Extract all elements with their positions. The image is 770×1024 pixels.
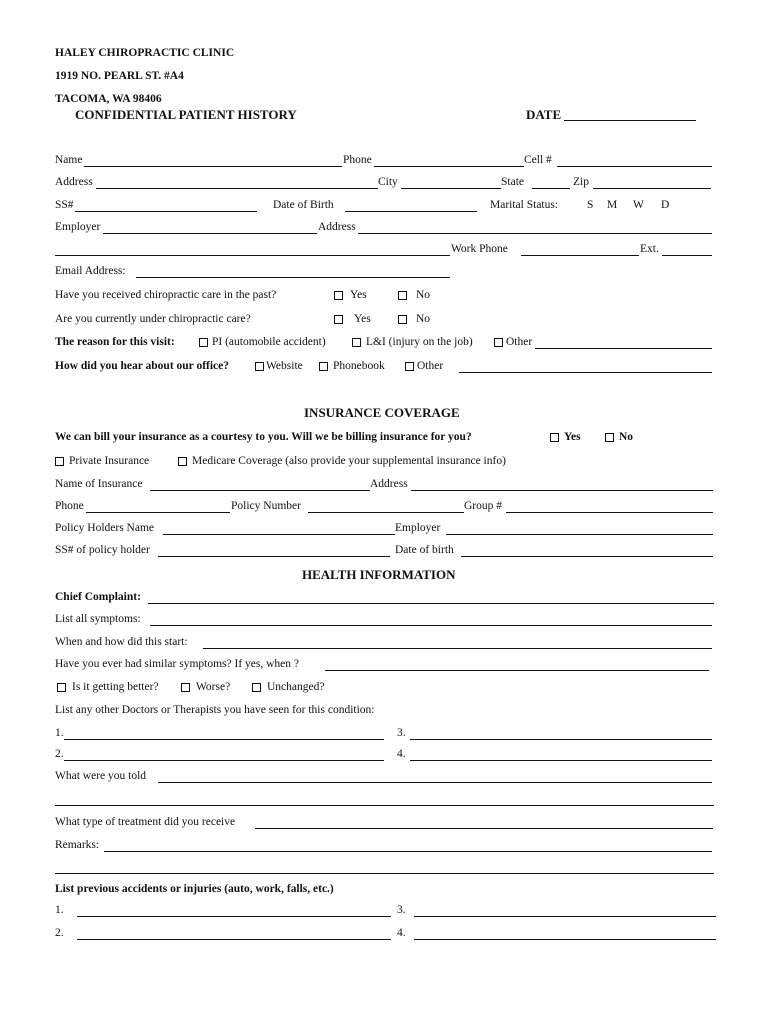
worse-label: Worse? [196, 681, 231, 693]
clinic-name: HALEY CHIROPRACTIC CLINIC [55, 47, 235, 59]
prior-care-yes-label: Yes [350, 289, 367, 301]
holder-dob-field[interactable] [461, 556, 713, 557]
zip-field[interactable] [593, 188, 711, 189]
clinic-street: 1919 NO. PEARL ST. #A4 [55, 70, 184, 82]
address-field[interactable] [96, 188, 378, 189]
accident-4-number: 4. [397, 927, 406, 939]
ext-field[interactable] [662, 255, 712, 256]
name-field[interactable] [84, 166, 342, 167]
accidents-label: List previous accidents or injuries (auto, work, falls, etc.) [55, 883, 334, 895]
holders-name-label: Policy Holders Name [55, 522, 155, 534]
form-title: CONFIDENTIAL PATIENT HISTORY [75, 107, 297, 122]
reason-pi-label: PI (automobile accident) [212, 336, 326, 348]
when-how-label: When and how did this start: [55, 636, 188, 648]
phone-field[interactable] [374, 166, 524, 167]
doctor-4-number: 4. [397, 748, 406, 760]
zip-label: Zip [573, 176, 589, 188]
similar-symptoms-field[interactable] [325, 670, 709, 671]
ssn-field[interactable] [75, 211, 257, 212]
address-label: Address [55, 176, 93, 188]
medicare-checkbox[interactable] [178, 457, 187, 466]
holder-ssn-field[interactable] [158, 556, 390, 557]
accident-3-number: 3. [397, 904, 406, 916]
prior-care-no-label: No [416, 289, 431, 301]
when-how-field[interactable] [203, 648, 712, 649]
heard-other-checkbox[interactable] [405, 362, 414, 371]
insurance-name-label: Name of Insurance [55, 478, 143, 490]
heard-other-label: Other [417, 360, 444, 372]
marital-option-d[interactable]: D [661, 199, 670, 211]
accident-2-number: 2. [55, 927, 64, 939]
remarks-line2[interactable] [55, 873, 714, 874]
doctor-2-field[interactable] [64, 760, 384, 761]
holders-name-field[interactable] [163, 534, 395, 535]
billing-no-label: No [619, 431, 634, 443]
policy-number-label: Policy Number [231, 500, 301, 512]
insurance-name-field[interactable] [150, 490, 370, 491]
remarks-label: Remarks: [55, 839, 100, 851]
heard-label: How did you hear about our office? [55, 360, 230, 372]
current-care-no-label: No [416, 313, 431, 325]
unchanged-label: Unchanged? [267, 681, 325, 693]
insurance-address-field[interactable] [411, 490, 713, 491]
unchanged-checkbox[interactable] [252, 683, 261, 692]
told-field[interactable] [158, 782, 712, 783]
email-field[interactable] [136, 277, 450, 278]
symptoms-label: List all symptoms: [55, 613, 141, 625]
doctor-3-number: 3. [397, 727, 406, 739]
clinic-city: TACOMA, WA 98406 [55, 93, 162, 105]
work-phone-label: Work Phone [451, 243, 508, 255]
name-label: Name [55, 154, 83, 166]
insurance-phone-field[interactable] [86, 512, 230, 513]
accident-3-field[interactable] [414, 916, 716, 917]
policy-number-field[interactable] [308, 512, 464, 513]
heard-phonebook-label: Phonebook [333, 360, 385, 372]
billing-yes-label: Yes [564, 431, 581, 443]
accident-2-field[interactable] [77, 939, 391, 940]
doctor-1-number: 1. [55, 727, 64, 739]
reason-li-label: L&I (injury on the job) [366, 336, 473, 348]
accident-1-number: 1. [55, 904, 64, 916]
state-field[interactable] [532, 188, 570, 189]
reason-pi-checkbox[interactable] [199, 338, 208, 347]
told-label: What were you told [55, 770, 147, 782]
symptoms-field[interactable] [150, 625, 712, 626]
work-phone-field[interactable] [521, 255, 639, 256]
holder-employer-label: Employer [395, 522, 441, 534]
current-care-question: Are you currently under chiropractic care? [55, 313, 251, 325]
holder-dob-label: Date of birth [395, 544, 454, 556]
state-label: State [501, 176, 524, 188]
chief-complaint-label: Chief Complaint: [55, 591, 141, 603]
cell-label: Cell # [524, 154, 552, 166]
phone-label: Phone [343, 154, 372, 166]
doctor-1-field[interactable] [64, 739, 384, 740]
email-label: Email Address: [55, 265, 126, 277]
told-line2[interactable] [55, 805, 714, 806]
reason-other-label: Other [506, 336, 533, 348]
prior-care-no-checkbox[interactable] [398, 291, 407, 300]
dob-field[interactable] [345, 211, 477, 212]
group-field[interactable] [506, 512, 713, 513]
health-heading: HEALTH INFORMATION [302, 567, 456, 582]
other-doctors-label: List any other Doctors or Therapists you have seen for this condition: [55, 704, 375, 716]
city-field[interactable] [401, 188, 501, 189]
date-field[interactable] [564, 120, 696, 121]
group-label: Group # [464, 500, 503, 512]
dob-label: Date of Birth [273, 199, 334, 211]
accident-1-field[interactable] [77, 916, 391, 917]
billing-yes-checkbox[interactable] [550, 433, 559, 442]
current-care-no-checkbox[interactable] [398, 315, 407, 324]
heard-website-checkbox[interactable] [255, 362, 264, 371]
billing-no-checkbox[interactable] [605, 433, 614, 442]
ssn-label: SS# [55, 199, 74, 211]
employer-address-label: Address [318, 221, 356, 233]
private-insurance-label: Private Insurance [69, 455, 150, 467]
heard-other-field[interactable] [459, 372, 712, 373]
heard-phonebook-checkbox[interactable] [319, 362, 328, 371]
doctor-2-number: 2. [55, 748, 64, 760]
marital-option-s[interactable]: S [587, 199, 594, 211]
current-care-yes-checkbox[interactable] [334, 315, 343, 324]
employer-address-field[interactable] [358, 233, 712, 234]
private-insurance-checkbox[interactable] [55, 457, 64, 466]
remarks-field[interactable] [104, 851, 712, 852]
billing-question: We can bill your insurance as a courtesy to you. Will we be billing insurance for you? [55, 431, 472, 443]
treatment-label: What type of treatment did you receive [55, 816, 236, 828]
similar-symptoms-label: Have you ever had similar symptoms? If yes, when ? [55, 658, 299, 670]
city-label: City [378, 176, 398, 188]
holder-employer-field[interactable] [446, 534, 713, 535]
holder-ssn-label: SS# of policy holder [55, 544, 150, 556]
reason-li-checkbox[interactable] [352, 338, 361, 347]
insurance-heading: INSURANCE COVERAGE [304, 405, 460, 420]
employer-label: Employer [55, 221, 101, 233]
reason-other-checkbox[interactable] [494, 338, 503, 347]
doctor-3-field[interactable] [410, 739, 712, 740]
accident-4-field[interactable] [414, 939, 716, 940]
reason-other-field[interactable] [535, 348, 712, 349]
worse-checkbox[interactable] [181, 683, 190, 692]
reason-label: The reason for this visit: [55, 336, 175, 348]
employer-field[interactable] [103, 233, 317, 234]
insurance-phone-label: Phone [55, 500, 84, 512]
marital-option-w[interactable]: W [633, 199, 644, 211]
cell-field[interactable] [557, 166, 712, 167]
marital-option-m[interactable]: M [607, 199, 618, 211]
ext-label: Ext. [640, 243, 659, 255]
insurance-address-label: Address [370, 478, 408, 490]
better-checkbox[interactable] [57, 683, 66, 692]
prior-care-question: Have you received chiropractic care in the past? [55, 289, 277, 301]
prior-care-yes-checkbox[interactable] [334, 291, 343, 300]
date-label: DATE [526, 107, 562, 122]
heard-website-label: Website [266, 360, 303, 372]
employer-address-line2[interactable] [55, 255, 450, 256]
medicare-label: Medicare Coverage (also provide your supplemental insurance info) [192, 455, 506, 467]
chief-complaint-field[interactable] [148, 603, 714, 604]
treatment-field[interactable] [255, 828, 713, 829]
better-label: Is it getting better? [72, 681, 159, 693]
marital-label: Marital Status: [490, 199, 559, 211]
doctor-4-field[interactable] [410, 760, 712, 761]
current-care-yes-label: Yes [354, 313, 371, 325]
